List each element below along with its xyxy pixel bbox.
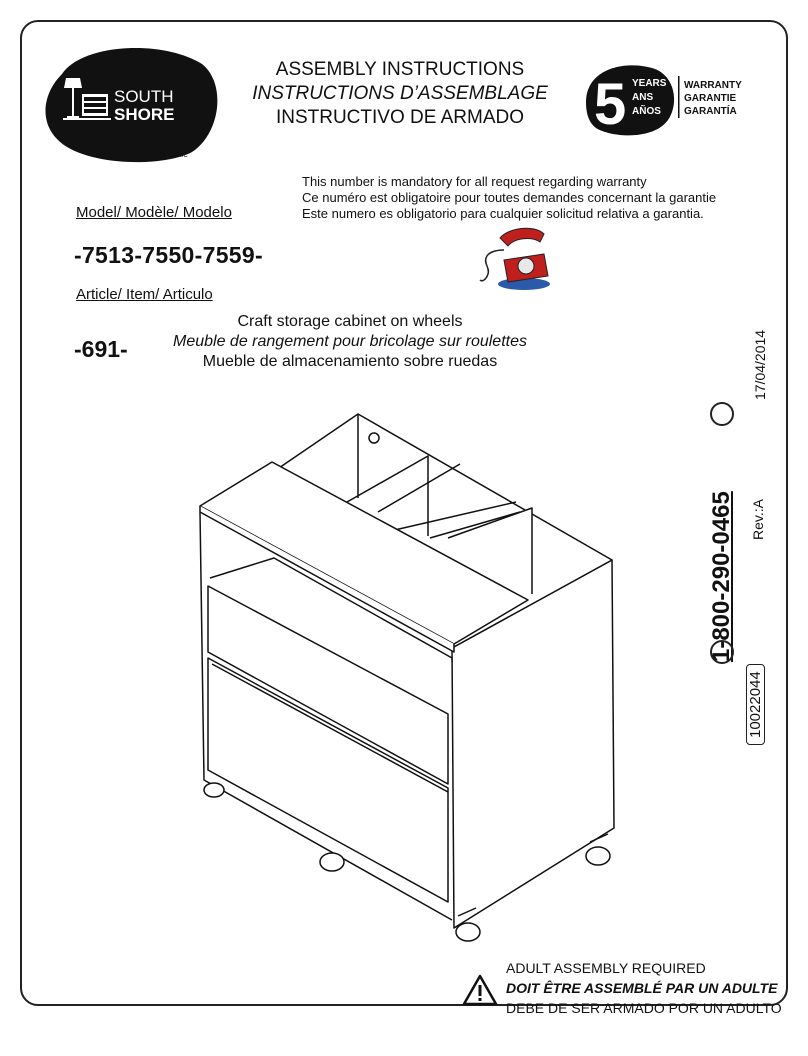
adult-assembly-warning (506, 958, 782, 1018)
phone-circle-icon (710, 640, 734, 664)
revision-label: Rev.:A (750, 499, 766, 540)
warning-icon (462, 974, 498, 1006)
revision-date: 17/04/2014 (752, 329, 768, 400)
warranty-years-en: YEARS (632, 78, 667, 89)
warranty-badge (582, 62, 762, 136)
warranty-note (302, 174, 716, 222)
warranty-years-es: AÑOS (632, 106, 661, 117)
support-phone-number: 1-800-290-0465 (708, 491, 735, 662)
warranty-label-en: WARRANTY (684, 80, 742, 91)
phone-circle-icon (710, 402, 734, 426)
document-number: 10022044 (746, 664, 765, 745)
product-en: Craft storage cabinet on wheels (237, 313, 463, 330)
note-es: Este numero es obligatorio para cualquier solicitud relativa a garantia. (302, 206, 704, 221)
warranty-years-fr: ANS (632, 92, 654, 103)
title-en: ASSEMBLY INSTRUCTIONS (275, 59, 525, 80)
note-en: This number is mandatory for all request regarding warranty (302, 174, 647, 189)
brand-line2: SHORE (114, 105, 175, 124)
product-fr: Meuble de rangement pour bricolage sur roulettes (173, 333, 527, 350)
warning-es: DEBE DE SER ARMADO POR UN ADULTO (506, 1000, 782, 1016)
title-block (250, 58, 550, 130)
warranty-label-es: GARANTÍA (684, 106, 737, 117)
warning-en: ADULT ASSEMBLY REQUIRED (506, 960, 706, 976)
article-number: -691- (74, 336, 128, 362)
title-fr: INSTRUCTIONS D’ASSEMBLAGE (252, 83, 548, 104)
product-description (140, 312, 560, 372)
warranty-years-number: 5 (594, 72, 627, 136)
title-es: INSTRUCTIVO DE ARMADO (275, 107, 525, 128)
model-number: -7513-7550-7559- (74, 242, 263, 268)
telephone-icon (478, 220, 556, 292)
article-label: Article/ Item/ Articulo (76, 286, 213, 303)
warning-fr: DOIT ÊTRE ASSEMBLÉ PAR UN ADULTE (506, 980, 778, 996)
note-fr: Ce numéro est obligatoire pour toutes demandes concernant la garantie (302, 190, 717, 205)
warranty-label-fr: GARANTIE (684, 93, 737, 104)
south-shore-logo (42, 44, 222, 164)
trademark-text: TM/MC (168, 153, 188, 159)
model-label: Model/ Modèle/ Modelo (76, 204, 232, 221)
product-es: Mueble de almacenamiento sobre ruedas (202, 353, 498, 370)
brand-line1: SOUTH (114, 87, 174, 106)
cabinet-illustration (190, 408, 630, 948)
